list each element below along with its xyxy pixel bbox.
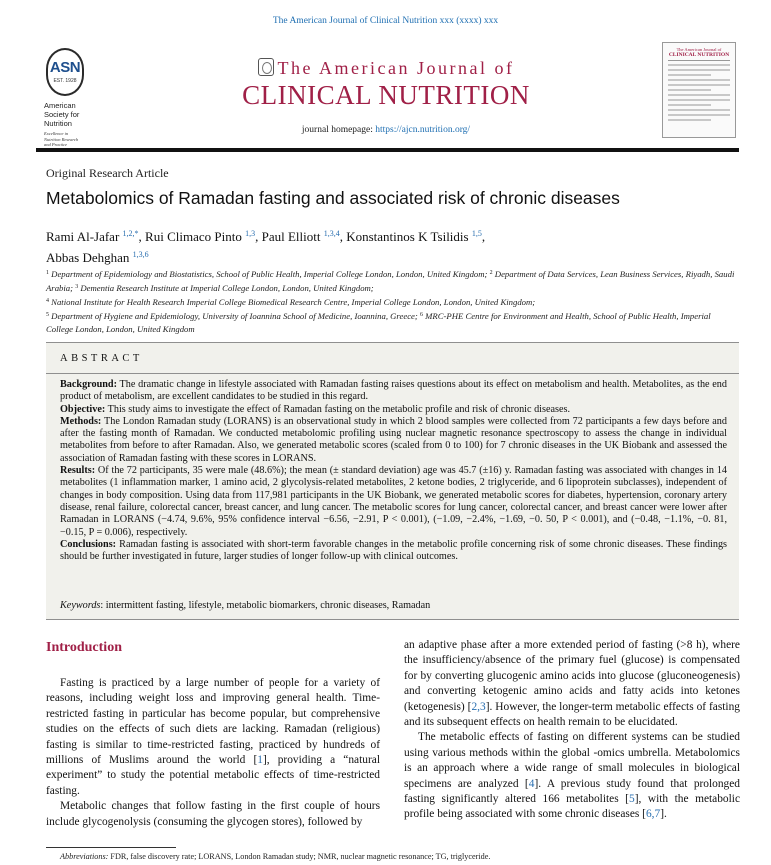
cover-text-line bbox=[668, 69, 730, 71]
abstract-divider bbox=[46, 373, 739, 374]
citation-link[interactable]: 2,3 bbox=[471, 700, 486, 713]
cover-text-line bbox=[668, 74, 711, 76]
cover-text-line bbox=[668, 94, 730, 96]
journal-top-line bbox=[186, 58, 586, 79]
homepage-link[interactable]: https://ajcn.nutrition.org/ bbox=[375, 125, 471, 135]
affiliation-marker: 6 bbox=[419, 312, 423, 318]
journal-title-block bbox=[186, 58, 586, 135]
cover-text-line bbox=[668, 84, 730, 86]
abstract-section-label: Conclusions: bbox=[60, 538, 117, 550]
asn-tagline-line: Excellence in bbox=[44, 131, 69, 136]
affiliation-marker: 2 bbox=[489, 270, 493, 276]
keywords-list: : intermittent fasting, lifestyle, metabolic biomarkers, chronic diseases, Ramadan bbox=[100, 600, 431, 611]
affiliation-text: MRC-PHE Centre for Environment and Health, School of Public Health, Imperial College London, London, United Kingdom bbox=[46, 311, 711, 334]
paragraph-text: ], with the metabolic profile being associated with some chronic diseases [ bbox=[404, 793, 741, 821]
author-name: Rui Climaco Pinto bbox=[145, 229, 242, 244]
paragraph-text: Metabolic changes that follow fasting in the first couple of hours include glycogenolysis (consuming the glycogen stores), followed by bbox=[46, 800, 380, 828]
article-type: Original Research Article bbox=[46, 166, 169, 180]
asn-name bbox=[44, 101, 108, 128]
cover-text-line bbox=[668, 119, 711, 121]
paragraph-text: an adaptive phase after a more extended period of fasting (>8 h), where the insufficiency/absence of the primary fuel (glucose) is compensated for by converting glucogenic amino acids into glucose (gluconeogenesis) and converting ketogenic amino acids and fatty acids into ketones (ketogenesis) [ bbox=[404, 639, 740, 713]
abstract-section-label: Background: bbox=[60, 379, 117, 390]
author-affiliation-link[interactable]: 1,2,* bbox=[122, 229, 139, 238]
citation-link[interactable]: 4 bbox=[528, 777, 535, 790]
affiliation-text: National Institute for Health Research Imperial College Biomedical Research Centre, Imperial College London, London, United Kingdom; bbox=[51, 297, 536, 307]
author-name: Konstantinos K Tsilidis bbox=[346, 229, 469, 244]
keywords-label: Keywords bbox=[60, 600, 101, 611]
citation-link[interactable]: 5 bbox=[628, 793, 635, 806]
asn-tagline bbox=[44, 131, 108, 148]
author-affiliation-link[interactable]: 1,3,6 bbox=[132, 250, 149, 259]
author-list: Rami Al-Jafar $^{1,2,*}$, Rui Climaco Pinto $^{1,3}$, Paul Elliott $^{1,3,4}$, Konstantinos K Tsilidis $^{1,5}$, Abbas Dehghan $^{1,3,6}$ bbox=[46, 229, 486, 265]
keywords bbox=[60, 600, 430, 611]
affiliation-text: Dementia Research Institute at Imperial College London, London, United Kingdom; bbox=[80, 283, 374, 293]
affiliations bbox=[46, 267, 736, 336]
cover-main-text: CLINICAL NUTRITION bbox=[668, 52, 730, 61]
cover-top-text: The American Journal of bbox=[676, 47, 722, 52]
journal-top-text: The American Journal of bbox=[277, 58, 515, 78]
body-paragraph bbox=[46, 676, 380, 799]
affiliation-marker: 5 bbox=[46, 312, 49, 318]
cover-text-line bbox=[668, 64, 730, 66]
author-affiliation-link[interactable]: 1,3,4 bbox=[323, 229, 340, 238]
asn-abbr: ASN bbox=[49, 59, 81, 76]
cover-text-line bbox=[668, 114, 730, 116]
abstract-box bbox=[46, 342, 739, 620]
author-name: Paul Elliott bbox=[261, 229, 321, 244]
homepage-label: journal homepage: bbox=[301, 125, 376, 135]
body-paragraph bbox=[404, 638, 740, 730]
abstract-section-label: Objective: bbox=[60, 403, 106, 415]
asn-name-line: American bbox=[44, 101, 76, 110]
journal-cover-thumbnail[interactable] bbox=[662, 42, 736, 138]
author-affiliation-link[interactable]: 1,5 bbox=[471, 229, 482, 238]
paragraph-text: ]. A previous study found that prolonged fasting significantly altered 166 metabolites [ bbox=[404, 777, 740, 806]
paragraph-text: ]. bbox=[660, 808, 667, 821]
paragraph-text: Fasting is practiced by a large number of people for a variety of reasons, including weight loss and improving general health. Time-restricted fasting in particular has become popular, but comprehensive studies on the effects of such diets are lacking. Ramadan (religious) fasting is similar to time-restricted fasting, practiced by hundreds of millions of Muslims around the world [ bbox=[46, 677, 380, 767]
author-affiliation-link[interactable]: 1,3 bbox=[245, 229, 256, 238]
masthead-divider bbox=[36, 148, 739, 152]
asn-logo bbox=[44, 48, 108, 148]
abstract-methods: The London Ramadan study (LORANS) is an observational study in which 2 blood samples were collected from 72 participants a few days before and after the fasting month of Ramadan. We conducted metabolomic profiling using nuclear magnetic resonance spectroscopy to assess the change in individual metabolites from before to after Ramadan. Also, we generated metabolic scores (scaled from 0 to 100) for 7 chronic diseases in the UK Biobank and assessed the association of Ramadan fasting with these scores in LORANS. bbox=[60, 415, 727, 464]
asn-oval-emblem bbox=[46, 48, 84, 96]
abstract-heading: ABSTRACT bbox=[60, 353, 143, 364]
body-column-right bbox=[404, 638, 740, 823]
author-name: Abbas Dehghan bbox=[46, 250, 130, 265]
abstract-body bbox=[60, 379, 727, 563]
author-name: Rami Al-Jafar bbox=[46, 229, 120, 244]
cover-text-line bbox=[668, 79, 730, 81]
article-title: Metabolomics of Ramadan fasting and associated risk of chronic diseases bbox=[46, 188, 620, 208]
asn-name-line: Nutrition bbox=[44, 119, 72, 128]
affiliation-text: Department of Data Services, Lean Business Services, Riyadh, Saudi Arabia; bbox=[46, 269, 735, 293]
abstract-section-label: Results: bbox=[60, 465, 96, 477]
asn-tagline-line: Nutrition Research bbox=[44, 136, 79, 142]
body-paragraph bbox=[46, 799, 380, 830]
journal-main-title: CLINICAL NUTRITION bbox=[242, 80, 530, 110]
cover-text-line bbox=[668, 104, 711, 106]
affiliation-marker: 3 bbox=[75, 284, 79, 290]
section-heading-introduction: Introduction bbox=[46, 640, 122, 655]
abstract-objective: This study aims to investigate the effect of Ramadan fasting on the metabolic profile and risk of chronic diseases. bbox=[107, 403, 571, 415]
footnote-text: FDR, false discovery rate; LORANS, London Ramadan study; NMR, nuclear magnetic resonance; TG, triglyceride. bbox=[108, 852, 491, 861]
affiliation-text: Department of Epidemiology and Biostatistics, School of Public Health, Imperial College London, London, United Kingdom; bbox=[51, 269, 488, 279]
cover-text-line bbox=[668, 109, 730, 111]
masthead bbox=[36, 40, 736, 148]
asn-tagline-line: and Practice bbox=[44, 142, 68, 147]
cover-text-line bbox=[668, 89, 711, 91]
asn-name-line: Society for bbox=[44, 110, 80, 119]
body-column-left bbox=[46, 676, 380, 830]
footnote-rule bbox=[46, 847, 176, 848]
citation-link[interactable]: 6,7 bbox=[645, 808, 661, 821]
paragraph-text: ], providing a “natural experiment” to study the potential metabolic effects of time-restricted fasting. bbox=[46, 754, 380, 797]
citation-link[interactable]: 1 bbox=[257, 754, 263, 767]
paragraph-text: The metabolic effects of fasting on different systems can be studied using various methods within the global -omics umbrella. Metabolomics is an approach where a wide range of small molecules in biological specimens are analyzed [ bbox=[404, 731, 740, 790]
affiliation-marker: 1 bbox=[46, 270, 49, 276]
abstract-results: Of the 72 participants, 35 were male (48.6%); the mean (± standard deviation) age was 45.7 (±16) y. Ramadan fasting was associated with changes in 14 metabolites (1 inflammation marker, 1 amino acid, 2 glycolysis-related metabolites, 2 ketone bodies, 2 triglyceride, and 6 lipoprotein subclasses), independent of changes in body composition. Using data from 117,981 participants in the UK Biobank, we generated metabolic scores for diabetes, hypertension, coronary artery disease, renal failure, colorectal cancer, breast cancer, and lung cancer. The metabolic scores for lung cancer, colorectal cancer, and breast cancer were lower after Ramadan in LORANS (−4.74, 9.6%, 95% confidence interval −6.56, −2.91, P < 0.001), (−1.09, −2.4%, −1.69, −0. 50, P < 0.001), and (−0.48, −1.1%, −0. 81, −0.15, P = 0.006), respectively. bbox=[60, 465, 728, 538]
body-paragraph bbox=[404, 730, 740, 822]
footnote-abbreviations bbox=[60, 852, 490, 861]
abstract-conclusions: Ramadan fasting is associated with short-term favorable changes in the metabolic profile concerning risk of some chronic diseases. These findings should be further investigated in future, larger studies of longer follow-up with clinical outcomes. bbox=[60, 538, 727, 563]
asn-est: EST. 1928 bbox=[53, 78, 77, 84]
journal-homepage bbox=[186, 125, 586, 135]
abstract-background: The dramatic change in lifestyle associated with Ramadan fasting raises questions about its effect on metabolism and health. Metabolites, as the end product of metabolism, are excellent candidates to be studied in this regard. bbox=[60, 379, 727, 403]
footnote-label: Abbreviations: bbox=[60, 852, 109, 861]
running-head[interactable]: The American Journal of Clinical Nutrition xxx (xxxx) xxx bbox=[272, 16, 499, 26]
cover-text-line bbox=[668, 99, 730, 101]
affiliation-text: Department of Hygiene and Epidemiology, University of Ioannina School of Medicine, Ioannina, Greece; bbox=[51, 311, 418, 321]
affiliation-marker: 4 bbox=[46, 298, 49, 304]
abstract-section-label: Methods: bbox=[60, 415, 102, 427]
journal-seal-icon bbox=[258, 58, 274, 76]
paragraph-text: ]. However, the longer-term metabolic effects of fasting and its subsequent effects on health remain to be elucidated. bbox=[404, 700, 740, 729]
